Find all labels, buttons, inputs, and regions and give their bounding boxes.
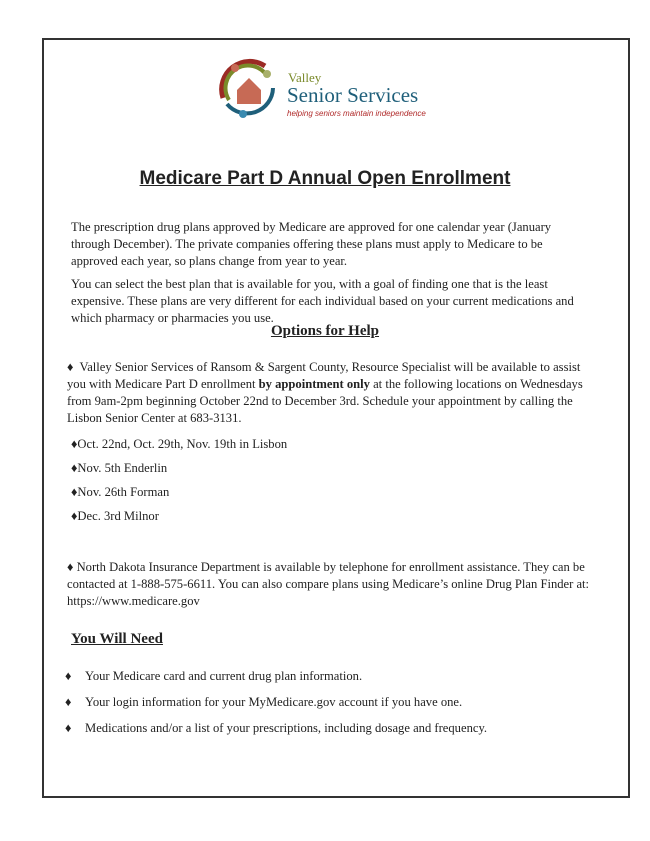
logo-tagline: helping seniors maintain independence (287, 109, 426, 118)
options-heading: Options for Help (270, 323, 380, 339)
logo-senior-services: Senior Services (287, 83, 419, 107)
option-1-text: Valley Senior Services of Ransom & Sargent County, Resource Specialist will be available to assist you with Medicare Part D enrollment (67, 360, 581, 391)
page-title: Medicare Part D Annual Open Enrollment (139, 168, 511, 189)
location-item: ♦Dec. 3rd Milnor (71, 509, 159, 523)
need-item-text: Your Medicare card and current drug plan information. (85, 669, 363, 683)
logo (215, 58, 455, 124)
need-item-text: Medications and/or a list of your prescriptions, including dosage and frequency. (85, 721, 488, 735)
logo-valley: Valley (288, 70, 322, 85)
intro (71, 219, 591, 327)
diamond-bullet-icon: ♦ (65, 721, 72, 735)
location-item: ♦Nov. 5th Enderlin (71, 461, 168, 475)
diamond-bullet-icon: ♦ (67, 360, 74, 374)
logo-mark-icon (215, 58, 285, 124)
need-item (65, 721, 487, 736)
option-2 (67, 559, 597, 610)
option-1 (67, 359, 597, 427)
location-item: ♦Oct. 22nd, Oct. 29th, Nov. 19th in Lisbon (71, 437, 288, 451)
need-item (65, 695, 462, 710)
need-item (65, 669, 362, 684)
option-1-text-end: at the following locations on Wednesdays from 9am-2pm beginning October 22nd to December 3rd. Schedule your appointment by calling the Lisbon Senior Center at 683-3131. (67, 377, 583, 425)
option-1-bold: by appointment only (258, 377, 370, 391)
need-item-text: Your login information for your MyMedicare.gov account if you have one. (85, 695, 463, 709)
need-heading: You Will Need (71, 631, 163, 647)
intro-paragraph-1: The prescription drug plans approved by Medicare are approved for one calendar year (January through December). The private companies offering these plans must apply to Medicare to be approved each year, so plans change from year to year. (71, 220, 552, 268)
location-item: ♦Nov. 26th Forman (71, 485, 170, 499)
option-2-text: ♦ North Dakota Insurance Department is available by telephone for enrollment assistance. They can be contacted at 1-888-575-6611. You can also compare plans using Medicare’s online Drug Plan Finder at: https://www.medicare.gov (67, 560, 590, 608)
intro-paragraph-2: You can select the best plan that is available for you, with a goal of finding one that is the least expensive. These plans are very different for each individual based on your current medications and which pharmacy or pharmacies you use. (71, 277, 574, 325)
diamond-bullet-icon: ♦ (65, 669, 72, 683)
diamond-bullet-icon: ♦ (65, 695, 72, 709)
